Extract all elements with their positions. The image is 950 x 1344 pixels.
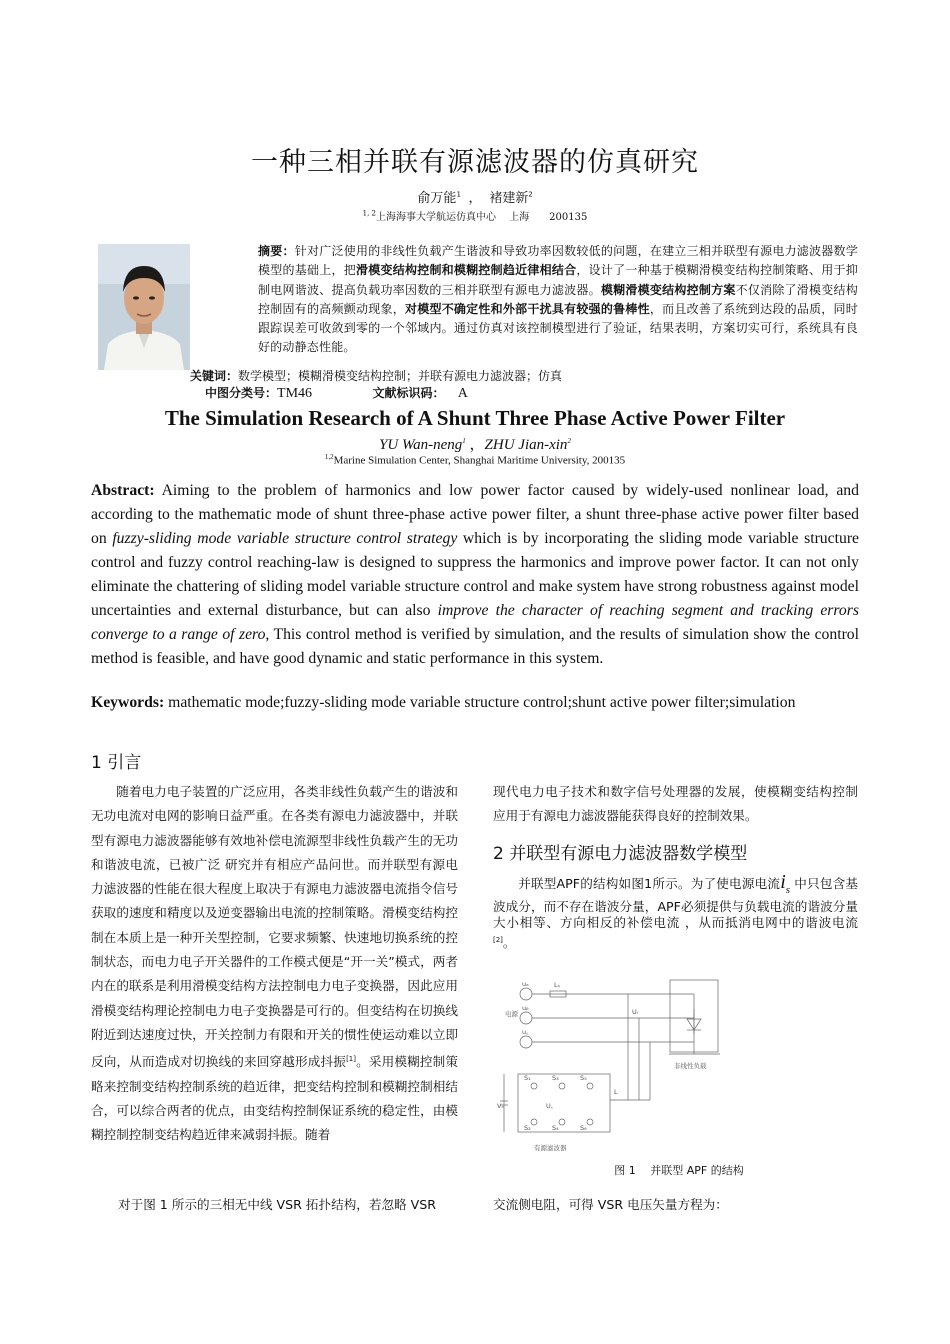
abstract-cn-text: 针对广泛使用的非线性负载产生谐波和导致功率因数较低的问题，在建立三相并联型有源电力滤波器数学模型的基础上，把 — [258, 244, 858, 278]
affiliation-mark: 1, 2 — [362, 209, 376, 218]
abstract-cn-emphasis: 模糊滑模变结构控制方案 — [600, 282, 736, 297]
figure-label-uc-apf: U꜀ — [546, 1102, 554, 1110]
figure-label-source: 电源 — [505, 1010, 518, 1018]
abstract-en-label: Abstract: — [91, 482, 155, 499]
doc-code-value: A — [457, 386, 468, 401]
section-1-text: 随着电力电子装置的广泛应用，各类非线性负载产生的谐波和无功电流对电网的影响日益严重。在各类有源电力滤波器中，并联型有源电力滤波器能够有效地补偿电流源型非线性负载产生的无功和谐波电流，已被广泛 研究并有相应产品问世。而并联型有源电力滤波器的性能在很大程度上取决于有源电力滤波器电流指令信号获取的速度和精度以及逆变器输出电流的控制策略。滑模变结构控制在本质上是一种开关型控制，它要求频繁、快速地切换系统的控制状态，而电力电子开关器件的工作模式便是“开一关”模式，两者内在的联系是利用滑模变结构方法控制电力电子变换器，因此应用滑模变结构理论控制电力电子变换器是可行的。但变结构在切换线附近到达速度过快，开关控制力有限和开关的惯性使运动难以立即反向，从而造成对切换线的来回穿越形成抖振 — [91, 784, 458, 1070]
abstract-en-text: Aiming to the problem of harmonics and low power factor caused by widely-used nonlinear load, and according to the mathematic mode of shunt three-phase active power filter, a shunt three-phase active power filter based on — [91, 482, 859, 547]
figure-label-s2: S₂ — [524, 1124, 531, 1132]
authors-cn — [0, 187, 950, 206]
authors-en — [0, 433, 950, 454]
affiliation-cn — [0, 208, 950, 223]
symbol-i: i — [780, 871, 786, 893]
figure-label-load: 非线性负载 — [674, 1062, 707, 1070]
figure-label-ul: Uₗ — [632, 1008, 638, 1016]
citation-1: [1] — [346, 1055, 356, 1064]
affiliation-en-mark: 1,2 — [324, 453, 334, 461]
author-1-en: YU Wan-neng — [379, 437, 463, 453]
figure-label-apf: 有源滤波器 — [534, 1144, 567, 1152]
author-separator: ， — [468, 191, 482, 206]
section-2-right-bottom: 交流侧电阻，可得 VSR 电压矢量方程为： — [493, 1197, 728, 1212]
affiliation-en — [0, 453, 950, 467]
section-1-body — [91, 780, 458, 1148]
figure-label-ua: uₐ — [522, 980, 529, 988]
abstract-en-italic: fuzzy-sliding mode variable structure control strategy — [112, 530, 458, 547]
author-1-cn: 俞万能 — [417, 191, 457, 206]
figure-label-s5: S₅ — [580, 1074, 587, 1082]
author-en-separator: ， — [469, 437, 485, 453]
section-2-text: 。 — [502, 934, 516, 950]
affiliation-en-text: Marine Simulation Center, Shanghai Maritime University, 200135 — [333, 454, 626, 467]
source-current-symbol — [780, 871, 791, 896]
author-2-en-affil-mark: 2 — [567, 437, 571, 445]
figure-1-diagram — [494, 974, 864, 1164]
figure-label-s4: S₄ — [552, 1124, 559, 1132]
section-1-continued: 现代电力电子技术和数字信号处理器的发展，使模糊变结构控制应用于有源电力滤波器能获得良好的控制效果。 — [493, 784, 858, 824]
author-photo — [98, 244, 190, 370]
section-1-heading: 1 引言 — [91, 753, 142, 773]
abstract-cn-emphasis: 对模型不确定性和外部干扰具有较强的鲁棒性 — [404, 301, 650, 316]
abstract-cn-text: 不仅消除了滑模变结构控制固有的高频颤动现象， — [258, 282, 858, 316]
author-1-en-affil-mark: 1 — [462, 437, 466, 445]
keywords-en-label: Keywords: — [91, 694, 165, 711]
keywords-cn-text: 数学模型；模糊滑模变结构控制；并联有源电力滤波器；仿真 — [238, 369, 563, 383]
figure-label-s1: S₁ — [524, 1074, 531, 1082]
section-2-body — [493, 871, 859, 951]
abstract-en-text: which is by incorporating the sliding mode variable structure control and fuzzy control reaching-law is designed to suppress the harmonics and improve power factor. It can not only eliminate the chattering of sliding model variable structure control and make system have strong robustness against model uncertainties and external disturbance, but can also — [91, 530, 860, 619]
figure-label-ub: uᵦ — [522, 1004, 529, 1012]
keywords-en-text: mathematic mode;fuzzy-sliding mode variable structure control;shunt active power filter;simulation — [164, 694, 796, 711]
figure-label-vdc: Vₙ — [497, 1102, 505, 1110]
figure-label-l: L — [614, 1088, 618, 1096]
section-2-text: 并联型APF的结构如图1所示。为了使电源电流 — [518, 876, 781, 891]
classification-line — [205, 384, 468, 402]
paper-title-en: The Simulation Research of A Shunt Three Phase Active Power Filter — [164, 406, 786, 430]
section-2-heading: 2 并联型有源电力滤波器数学模型 — [493, 844, 748, 864]
clc-label: 中图分类号： — [205, 386, 278, 400]
paper-title-cn: 一种三相并联有源滤波器的仿真研究 — [251, 147, 699, 178]
doc-code-label: 文献标识码： — [372, 386, 445, 400]
section-2-left-bottom: 对于图 1 所示的三相无中线 VSR 拓扑结构，若忽略 VSR — [118, 1197, 437, 1212]
abstract-en-text: , This control method is verified by simulation, and the results of simulation show the control method is feasible, and have good dynamic and static performance in this system. — [91, 626, 860, 667]
abstract-cn-emphasis: 滑模变结构控制和模糊控制趋近律相结合 — [355, 263, 577, 278]
abstract-cn — [258, 242, 858, 358]
abstract-en-italic: improve the character of reaching segment and tracking errors converge to a range of zero — [91, 602, 859, 643]
figure-label-s3: S₃ — [552, 1074, 559, 1082]
section-1-text: 。采用模糊控制策略来控制变结构控制系统的趋近律，把变结构控制和模糊控制相结合，可以综合两者的优点，由变结构控制保证系统的稳定性，由模糊控制控制变结构趋近律来减弱抖振。随着 — [91, 1054, 459, 1143]
clc-value: TM46 — [277, 386, 313, 401]
author-2-affil-mark: 2 — [528, 190, 533, 199]
citation-2: [2] — [493, 935, 503, 944]
abstract-cn-text: ，而且改善了系统到达段的品质，同时跟踪误差可收敛到零的一个邻域内。通过仿真对该控制模型进行了验证，结果表明，方案切实可行，系统具有良好的动静态性能。 — [258, 301, 859, 355]
abstract-cn-text: ，设计了一种基于模糊滑模变结构控制策略、用于抑制电网谐波、提高负载功率因数的三相并联型有源电力滤波器。 — [258, 263, 858, 297]
keywords-cn-label: 关键词： — [190, 369, 239, 383]
symbol-s: s — [785, 884, 791, 896]
abstract-en — [91, 479, 859, 671]
figure-1-caption: 图 1 并联型 APF 的结构 — [614, 1164, 744, 1177]
author-2-cn: 褚建新 — [489, 191, 529, 206]
figure-label-s6: S₆ — [580, 1124, 587, 1132]
keywords-cn — [190, 367, 562, 384]
figure-label-uc: u꜀ — [522, 1028, 529, 1036]
keywords-en — [91, 694, 871, 712]
author-1-affil-mark: 1 — [456, 190, 461, 199]
author-2-en: ZHU Jian-xin — [484, 437, 568, 453]
abstract-cn-label: 摘要： — [258, 244, 295, 258]
affiliation-text: 上海海事大学航运仿真中心 上海 200135 — [376, 212, 588, 223]
section-2-text: 中只包含基波成分，而不存在谐波分量，APF必须提供与负载电流的谐波分量大小相等、方向相反的补偿电流 ，从而抵消电网中的谐波电流 — [493, 876, 859, 930]
figure-label-ls: Lₛ — [554, 981, 561, 989]
